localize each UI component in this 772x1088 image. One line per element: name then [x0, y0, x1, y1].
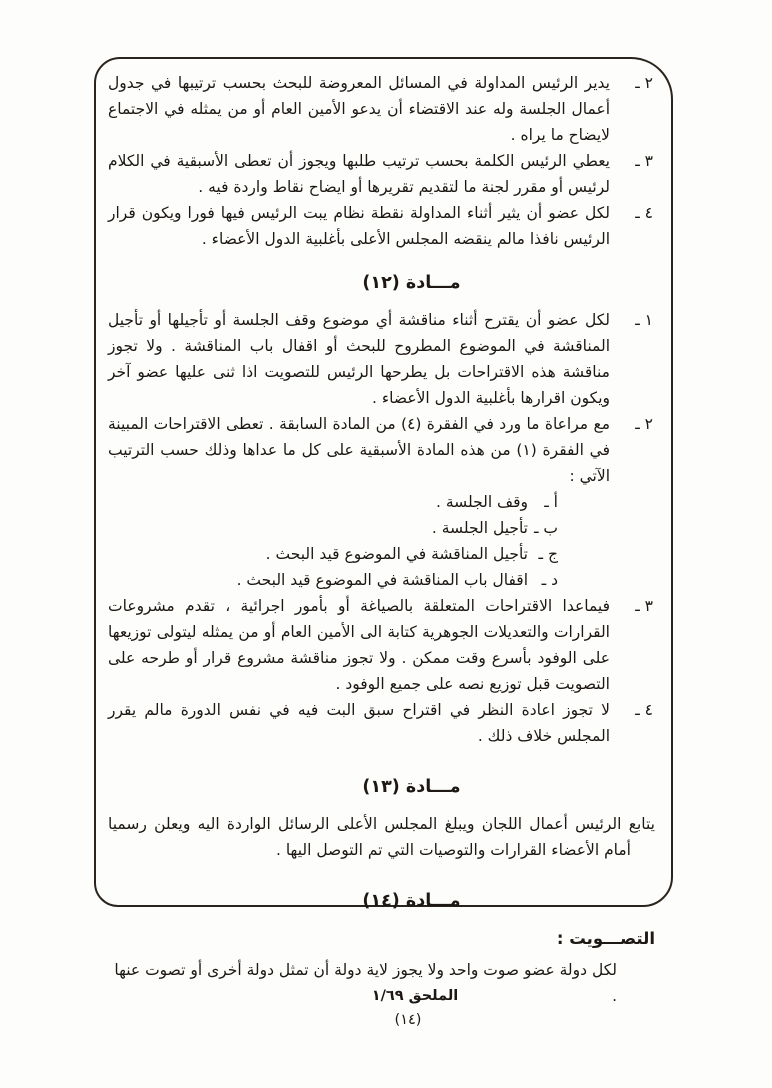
page-footer: [0, 984, 772, 1032]
article-heading-13: مـــادة (١٣): [362, 777, 461, 797]
sub-item-letter: ب ـ: [533, 519, 558, 537]
item-number: ٣ ـ: [635, 152, 653, 170]
item-text: يعطي الرئيس الكلمة بحسب ترتيب طلبها ويجوز أن تعطى الأسبقية في الكلام لرئيس أو مقرر لجنة ما لتقديم تقريرها أو ايضاح نقاط واردة فيه .: [108, 152, 610, 196]
list-item: [108, 697, 655, 749]
item-number: ٢ ـ: [635, 415, 653, 433]
item-number: ١ ـ: [635, 311, 653, 329]
article-heading-14: مـــادة (١٤): [362, 891, 461, 911]
item-number: ٤ ـ: [635, 701, 653, 719]
item-number: ٢ ـ: [635, 74, 653, 92]
list-item: [108, 148, 655, 200]
list-item: [108, 411, 655, 593]
article-14-paragraph: لكل دولة عضو صوت واحد ولا يجوز لاية دولة أن تمثل دولة أخرى أو تصوت عنها .: [114, 961, 617, 1005]
sub-item-text: وقف الجلسة .: [435, 493, 528, 511]
list-item: [108, 200, 655, 252]
annex-label: الملحق ١/٦٩: [371, 988, 459, 1004]
sub-list-item: [108, 567, 558, 593]
list-item: [108, 70, 655, 148]
sub-item-letter: ج ـ: [538, 545, 558, 563]
sub-item-text: تأجيل الجلسة .: [431, 519, 528, 537]
item-text: لكل عضو أن يقترح أثناء مناقشة أي موضوع وقف الجلسة أو تأجيلها أو تأجيل المناقشة في الموضوع المطروح للبحث أو اقفال باب المناقشة . ولا تجوز مناقشة هذه الاقتراحات بل يطرحها الرئيس للتصويت اذا ثنى عليها عضو آخر ويكون اقرارها بأغلبية الدول الأعضاء .: [108, 311, 610, 407]
item-text: لا تجوز اعادة النظر في اقتراح سبق البت فيه في نفس الدورة مالم يقرر المجلس خلاف ذلك .: [108, 701, 610, 745]
item-number: ٣ ـ: [635, 597, 653, 615]
item-text: مع مراعاة ما ورد في الفقرة (٤) من المادة السابقة . تعطى الاقتراحات المبينة في الفقرة (١) من هذه المادة الأسبقية على كل ما عداها وذلك حسب الترتيب الآتي :: [108, 415, 610, 485]
article-13-paragraph: يتابع الرئيس أعمال اللجان ويبلغ المجلس الأعلى الرسائل الواردة اليه ويعلن رسميا أمام الأعضاء القرارات والتوصيات التي تم التوصل اليها .: [108, 815, 655, 859]
article-heading-12: مـــادة (١٢): [362, 273, 461, 293]
voting-section-label: التصـــويت :: [556, 929, 655, 948]
sub-list-item: [108, 515, 558, 541]
item-number: ٤ ـ: [635, 204, 653, 222]
sub-list-item: [108, 489, 558, 515]
sub-item-letter: د ـ: [541, 571, 558, 589]
sub-item-text: اقفال باب المناقشة في الموضوع قيد البحث .: [236, 571, 528, 589]
sub-list-item: [108, 541, 558, 567]
item-text: يدير الرئيس المداولة في المسائل المعروضة للبحث بحسب ترتيبها في جدول أعمال الجلسة وله عند الاقتضاء أن يدعو الأمين العام أو من يمثله في الاجتماع لايضاح ما يراه .: [108, 74, 610, 144]
item-text: فيماعدا الاقتراحات المتعلقة بالصياغة أو بأمور اجرائية ، تقدم مشروعات القرارات والتعديلات الجوهرية كتابة الى الأمين العام أو من يمثله ليتولى توزيعها على الوفود بأسرع وقت ممكن . ولا تجوز مناقشة مشروع قرار أو طرحه على التصويت قبل توزيع نصه على جميع الوفود .: [108, 597, 610, 693]
page-number: (١٤): [394, 1012, 422, 1028]
sub-item-letter: أ ـ: [544, 493, 558, 511]
sub-item-text: تأجيل المناقشة في الموضوع قيد البحث .: [265, 545, 528, 563]
item-text: لكل عضو أن يثير أثناء المداولة نقطة نظام يبت الرئيس فيها فورا ويكون قرار الرئيس نافذا مالم ينقضه المجلس الأعلى بأغلبية الدول الأعضاء .: [108, 204, 610, 248]
list-item: [108, 307, 655, 411]
list-item: [108, 593, 655, 697]
